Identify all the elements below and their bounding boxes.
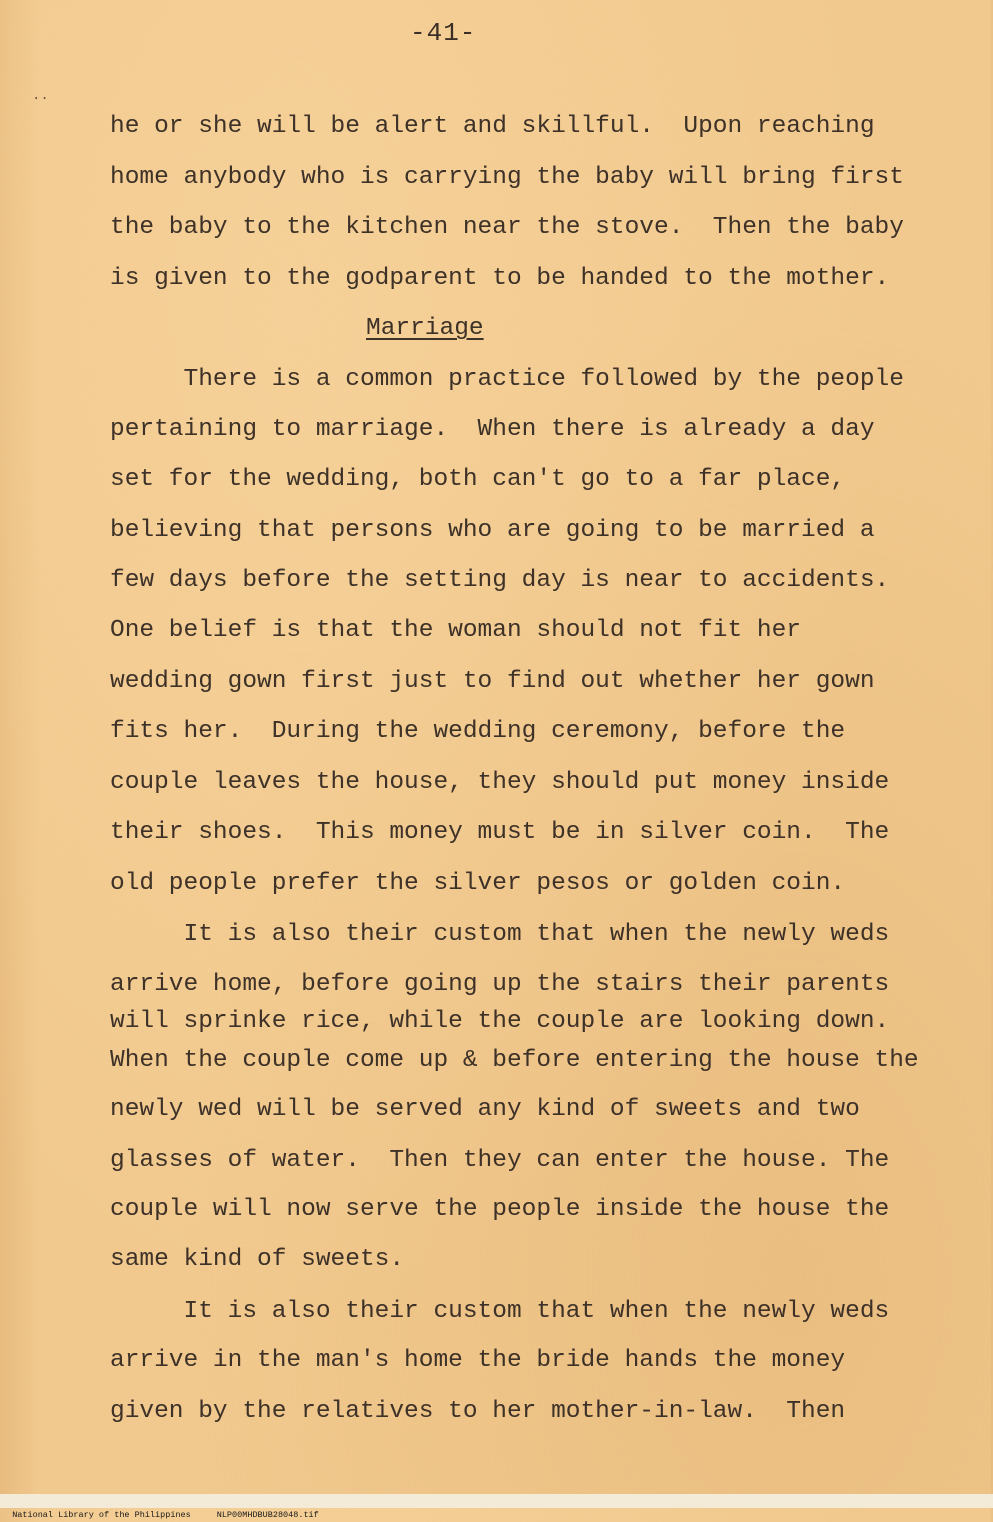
body-line: he or she will be alert and skillful. Upon reaching xyxy=(110,113,875,140)
body-line: will sprinke rice, while the couple are looking down. xyxy=(110,1008,890,1035)
footer-file-id: NLP00MHDBUB28048.tif xyxy=(216,1510,319,1520)
scan-footer xyxy=(0,1494,993,1520)
body-line: is given to the godparent to be handed to the mother. xyxy=(110,265,890,292)
body-line: pertaining to marriage. When there is already a day xyxy=(110,416,875,443)
body-line: believing that persons who are going to be married a xyxy=(110,517,875,544)
body-line: It is also their custom that when the newly weds xyxy=(110,921,890,948)
body-line: set for the wedding, both can't go to a far place, xyxy=(110,466,846,493)
margin-mark: .. xyxy=(32,88,49,104)
body-line: glasses of water. Then they can enter the house. The xyxy=(110,1147,890,1174)
body-line: One belief is that the woman should not fit her xyxy=(110,617,802,644)
body-line: same kind of sweets. xyxy=(110,1246,405,1273)
body-line: couple will now serve the people inside the house the xyxy=(110,1196,890,1223)
body-line: There is a common practice followed by the people xyxy=(110,366,904,393)
body-line: arrive in the man's home the bride hands the money xyxy=(110,1347,846,1374)
body-line: the baby to the kitchen near the stove. Then the baby xyxy=(110,214,904,241)
body-line: old people prefer the silver pesos or golden coin. xyxy=(110,870,846,897)
page-number: -41- xyxy=(410,18,477,48)
body-line: home anybody who is carrying the baby will bring first xyxy=(110,164,904,191)
body-line: When the couple come up & before entering the house the xyxy=(110,1047,919,1074)
section-heading: Marriage xyxy=(366,315,484,342)
body-line: their shoes. This money must be in silver coin. The xyxy=(110,819,890,846)
body-line: fits her. During the wedding ceremony, before the xyxy=(110,718,846,745)
body-line: couple leaves the house, they should put money inside xyxy=(110,769,890,796)
body-line: few days before the setting day is near to accidents. xyxy=(110,567,890,594)
body-line: newly wed will be served any kind of sweets and two xyxy=(110,1096,860,1123)
body-line: given by the relatives to her mother-in-law. Then xyxy=(110,1398,846,1425)
body-line: arrive home, before going up the stairs their parents xyxy=(110,971,890,998)
body-line: It is also their custom that when the newly weds xyxy=(110,1298,890,1325)
body-line: wedding gown first just to find out whether her gown xyxy=(110,668,875,695)
footer-library: National Library of the Philippines xyxy=(12,1510,191,1520)
